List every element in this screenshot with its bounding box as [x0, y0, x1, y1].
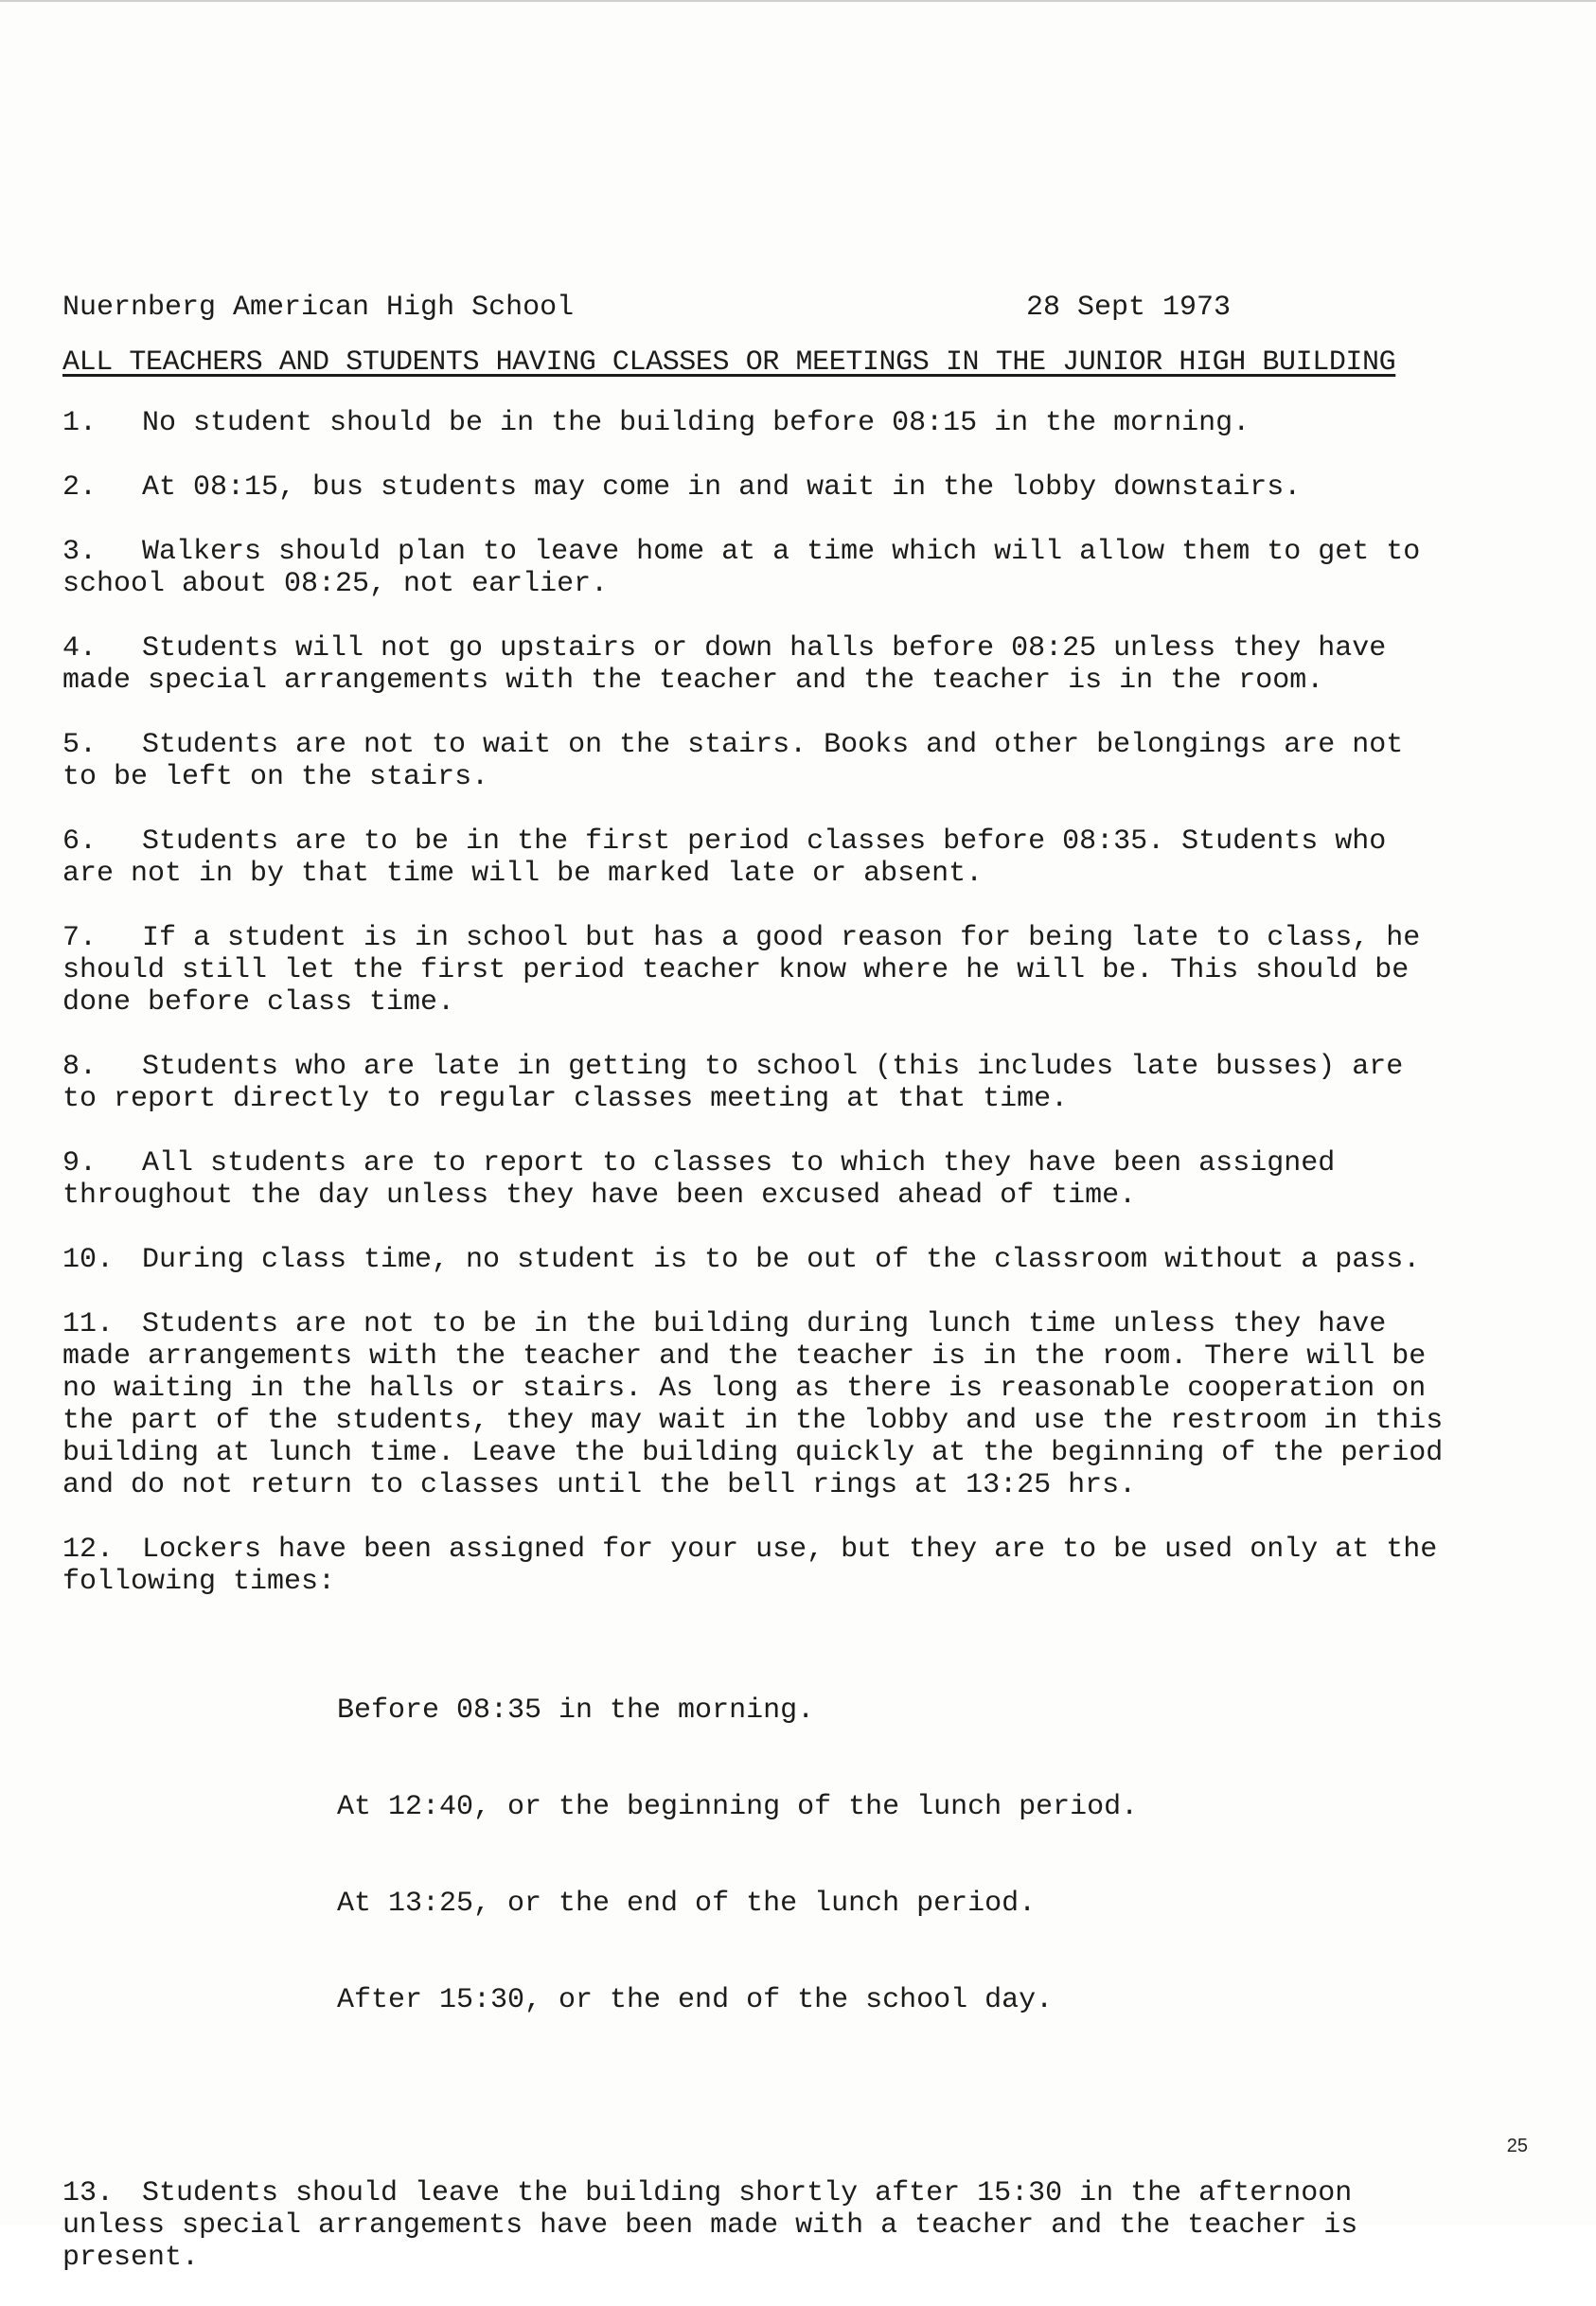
rule-text: If a student is in school but has a good reason for being late to class, he should still let the first period teacher know where he will be. This should be done before class time. — [62, 922, 1438, 1019]
rule-number: 9. — [62, 1147, 98, 1180]
rule-item — [62, 1308, 1461, 1501]
rule-number: 11. — [62, 1308, 115, 1340]
memo-subject: ALL TEACHERS AND STUDENTS HAVING CLASSES OR MEETINGS IN THE JUNIOR HIGH BUILDING — [62, 346, 1396, 379]
rule-item — [62, 536, 1454, 600]
rule-item — [62, 1147, 1454, 1212]
locker-time: After 15:30, or the end of the school day. — [337, 1984, 1054, 2016]
page-number: 25 — [1506, 2136, 1528, 2156]
rule-text: Students should leave the building shortly after 15:30 in the afternoon unless special arrangements have been made with a teacher and the teacher is present. — [62, 2177, 1375, 2274]
rule-item — [62, 825, 1454, 890]
rule-number: 8. — [62, 1051, 98, 1083]
rules-list — [62, 407, 1463, 2274]
rule-item — [62, 2177, 1454, 2274]
locker-time: At 13:25, or the end of the lunch period. — [337, 1888, 1037, 1920]
rule-number: 5. — [62, 729, 98, 761]
rule-text: Students are not to be in the building during lunch time unless they have made arrangements with the teacher and the teacher is in the room. There will be no waiting in the halls or stairs. As long as there is reasonable cooperation on the part of the students, they may wait in the lobby and use the restroom in this building at lunch time. Leave the building quickly at the beginning of the period and do not return to classes until the bell rings at 13:25 hrs. — [62, 1308, 1461, 1501]
rule-text: Students are not to wait on the stairs. Books and other belongings are not to be left on the stairs. — [62, 729, 1421, 793]
rule-number: 1. — [62, 407, 98, 439]
school-name: Nuernberg American High School — [62, 292, 575, 324]
rule-number: 6. — [62, 825, 98, 858]
memo-date: 28 Sept 1973 — [1025, 292, 1231, 324]
rule-number: 10. — [62, 1244, 115, 1276]
rule-item — [62, 1051, 1454, 1115]
rule-text: Students who are late in getting to school (this includes late busses) are to report directly to regular classes meeting at that time. — [62, 1051, 1421, 1115]
rule-item — [62, 1534, 1454, 2145]
page-edge — [0, 0, 1596, 2]
rule-number: 4. — [62, 632, 98, 665]
rule-text: Lockers have been assigned for your use, but they are to be used only at the following times: — [62, 1534, 1455, 1598]
rule-text: Students will not go upstairs or down halls before 08:25 unless they have made special arrangements with the teacher and the teacher is in the room. — [62, 632, 1404, 697]
locker-time: Before 08:35 in the morning. — [337, 1694, 815, 1727]
rule-item — [62, 922, 1454, 1019]
rule-item — [62, 729, 1454, 793]
memo-body — [62, 292, 1463, 2306]
rule-number: 2. — [62, 471, 98, 504]
rule-item — [62, 471, 1454, 504]
locker-times-list — [337, 1630, 1454, 2081]
rule-text: Students are to be in the first period classes before 08:35. Students who are not in by that time will be marked late or absent. — [62, 825, 1404, 890]
rule-item — [62, 632, 1454, 697]
rule-number: 3. — [62, 536, 98, 568]
rule-item — [62, 1244, 1454, 1276]
rule-text: All students are to report to classes to which they have been assigned throughout the day unless they have been excused ahead of time. — [62, 1147, 1353, 1212]
rule-number: 12. — [62, 1534, 115, 1566]
rule-number: 7. — [62, 922, 98, 954]
rule-item — [62, 407, 1454, 439]
rule-number: 13. — [62, 2177, 115, 2209]
rule-text: At 08:15, bus students may come in and wait in the lobby downstairs. — [142, 471, 1302, 504]
rule-text: Walkers should plan to leave home at a time which will allow them to get to school about 08:25, not earlier. — [62, 536, 1438, 600]
memo-header — [62, 292, 1231, 324]
rule-text: During class time, no student is to be out of the classroom without a pass. — [142, 1244, 1421, 1276]
locker-time: At 12:40, or the beginning of the lunch period. — [337, 1791, 1139, 1823]
rule-text: No student should be in the building before 08:15 in the morning. — [142, 407, 1250, 439]
